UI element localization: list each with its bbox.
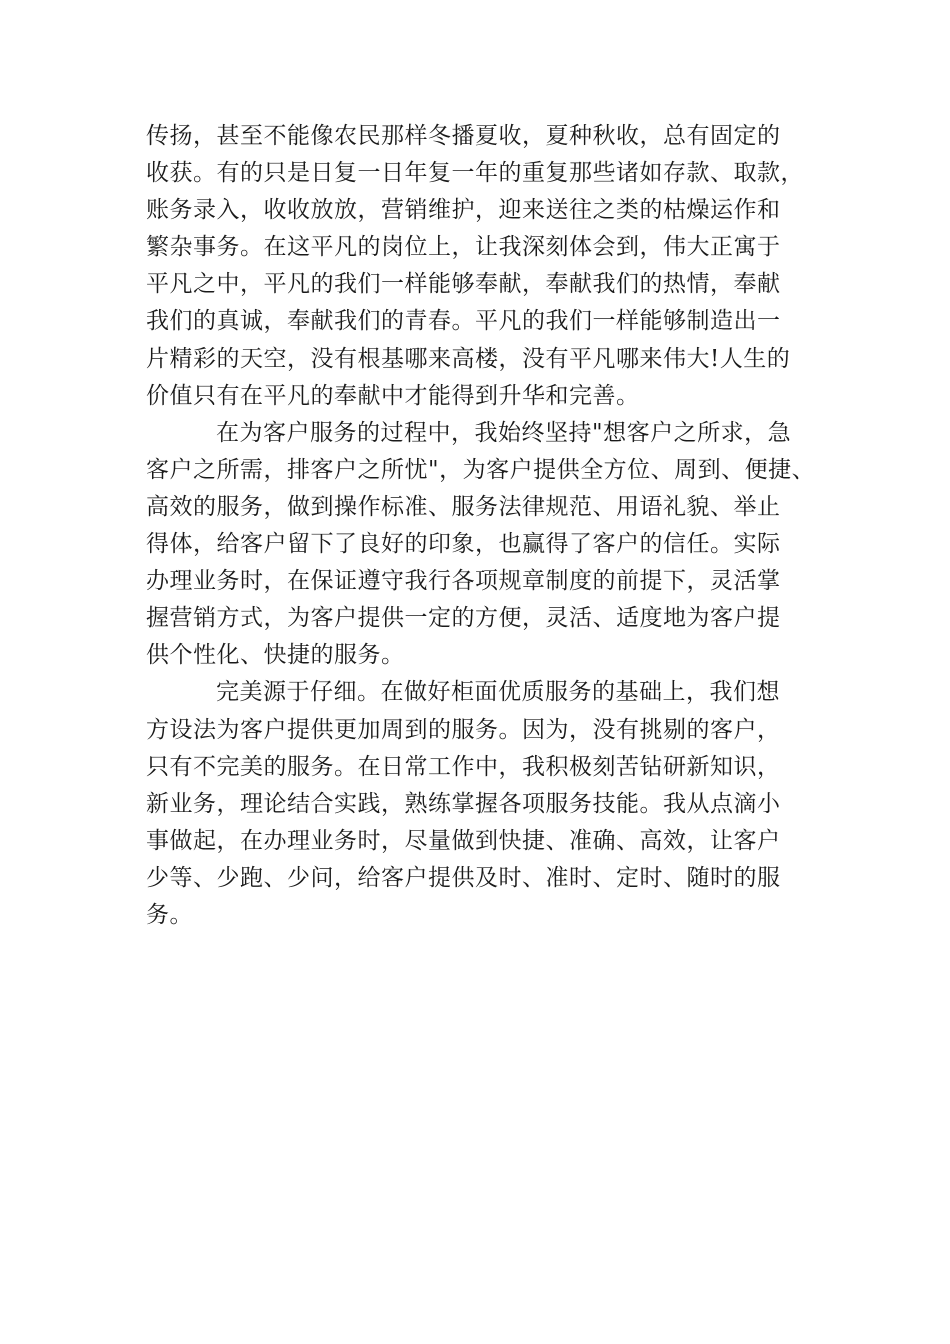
text-line: 高效的服务，做到操作标准、服务法律规范、用语礼貌、举止 xyxy=(146,493,781,520)
document-body xyxy=(146,118,816,934)
paragraph-3 xyxy=(146,674,816,934)
paragraph-2 xyxy=(146,415,816,675)
text-line: 账务录入，收收放放，营销维护，迎来送往之类的枯燥运作和 xyxy=(146,197,781,224)
text-line: 片精彩的天空，没有根基哪来高楼，没有平凡哪来伟大!人生的 xyxy=(146,345,791,372)
text-line: 我们的真诚，奉献我们的青春。平凡的我们一样能够制造出一 xyxy=(146,308,781,335)
paragraph-1 xyxy=(146,118,816,415)
text-line: 繁杂事务。在这平凡的岗位上，让我深刻体会到，伟大正寓于 xyxy=(146,234,781,261)
text-line-indented: 在为客户服务的过程中，我始终坚持"想客户之所求，急 xyxy=(216,419,792,446)
text-line: 只有不完美的服务。在日常工作中，我积极刻苦钻研新知识， xyxy=(146,753,781,780)
text-line: 少等、少跑、少问，给客户提供及时、准时、定时、随时的服 xyxy=(146,864,781,891)
text-line: 供个性化、快捷的服务。 xyxy=(146,642,405,669)
text-line: 得体，给客户留下了良好的印象，也赢得了客户的信任。实际 xyxy=(146,531,781,558)
text-line: 价值只有在平凡的奉献中才能得到升华和完善。 xyxy=(146,382,640,409)
text-line: 平凡之中，平凡的我们一样能够奉献，奉献我们的热情，奉献 xyxy=(146,271,781,298)
text-line: 客户之所需，排客户之所忧"，为客户提供全方位、周到、便捷、 xyxy=(146,456,816,483)
text-line: 事做起，在办理业务时，尽量做到快捷、准确、高效，让客户 xyxy=(146,827,781,854)
text-line: 握营销方式，为客户提供一定的方便，灵活、适度地为客户提 xyxy=(146,605,781,632)
text-line: 务。 xyxy=(146,901,193,928)
text-line: 新业务，理论结合实践，熟练掌握各项服务技能。我从点滴小 xyxy=(146,790,781,817)
text-line: 方设法为客户提供更加周到的服务。因为，没有挑剔的客户， xyxy=(146,716,781,743)
text-line-indented: 完美源于仔细。在做好柜面优质服务的基础上，我们想 xyxy=(216,679,780,706)
text-line: 传扬，甚至不能像农民那样冬播夏收，夏种秋收，总有固定的 xyxy=(146,123,781,149)
text-line: 收获。有的只是日复一日年复一年的重复那些诸如存款、取款， xyxy=(146,160,804,187)
text-line: 办理业务时，在保证遵守我行各项规章制度的前提下，灵活掌 xyxy=(146,568,781,595)
